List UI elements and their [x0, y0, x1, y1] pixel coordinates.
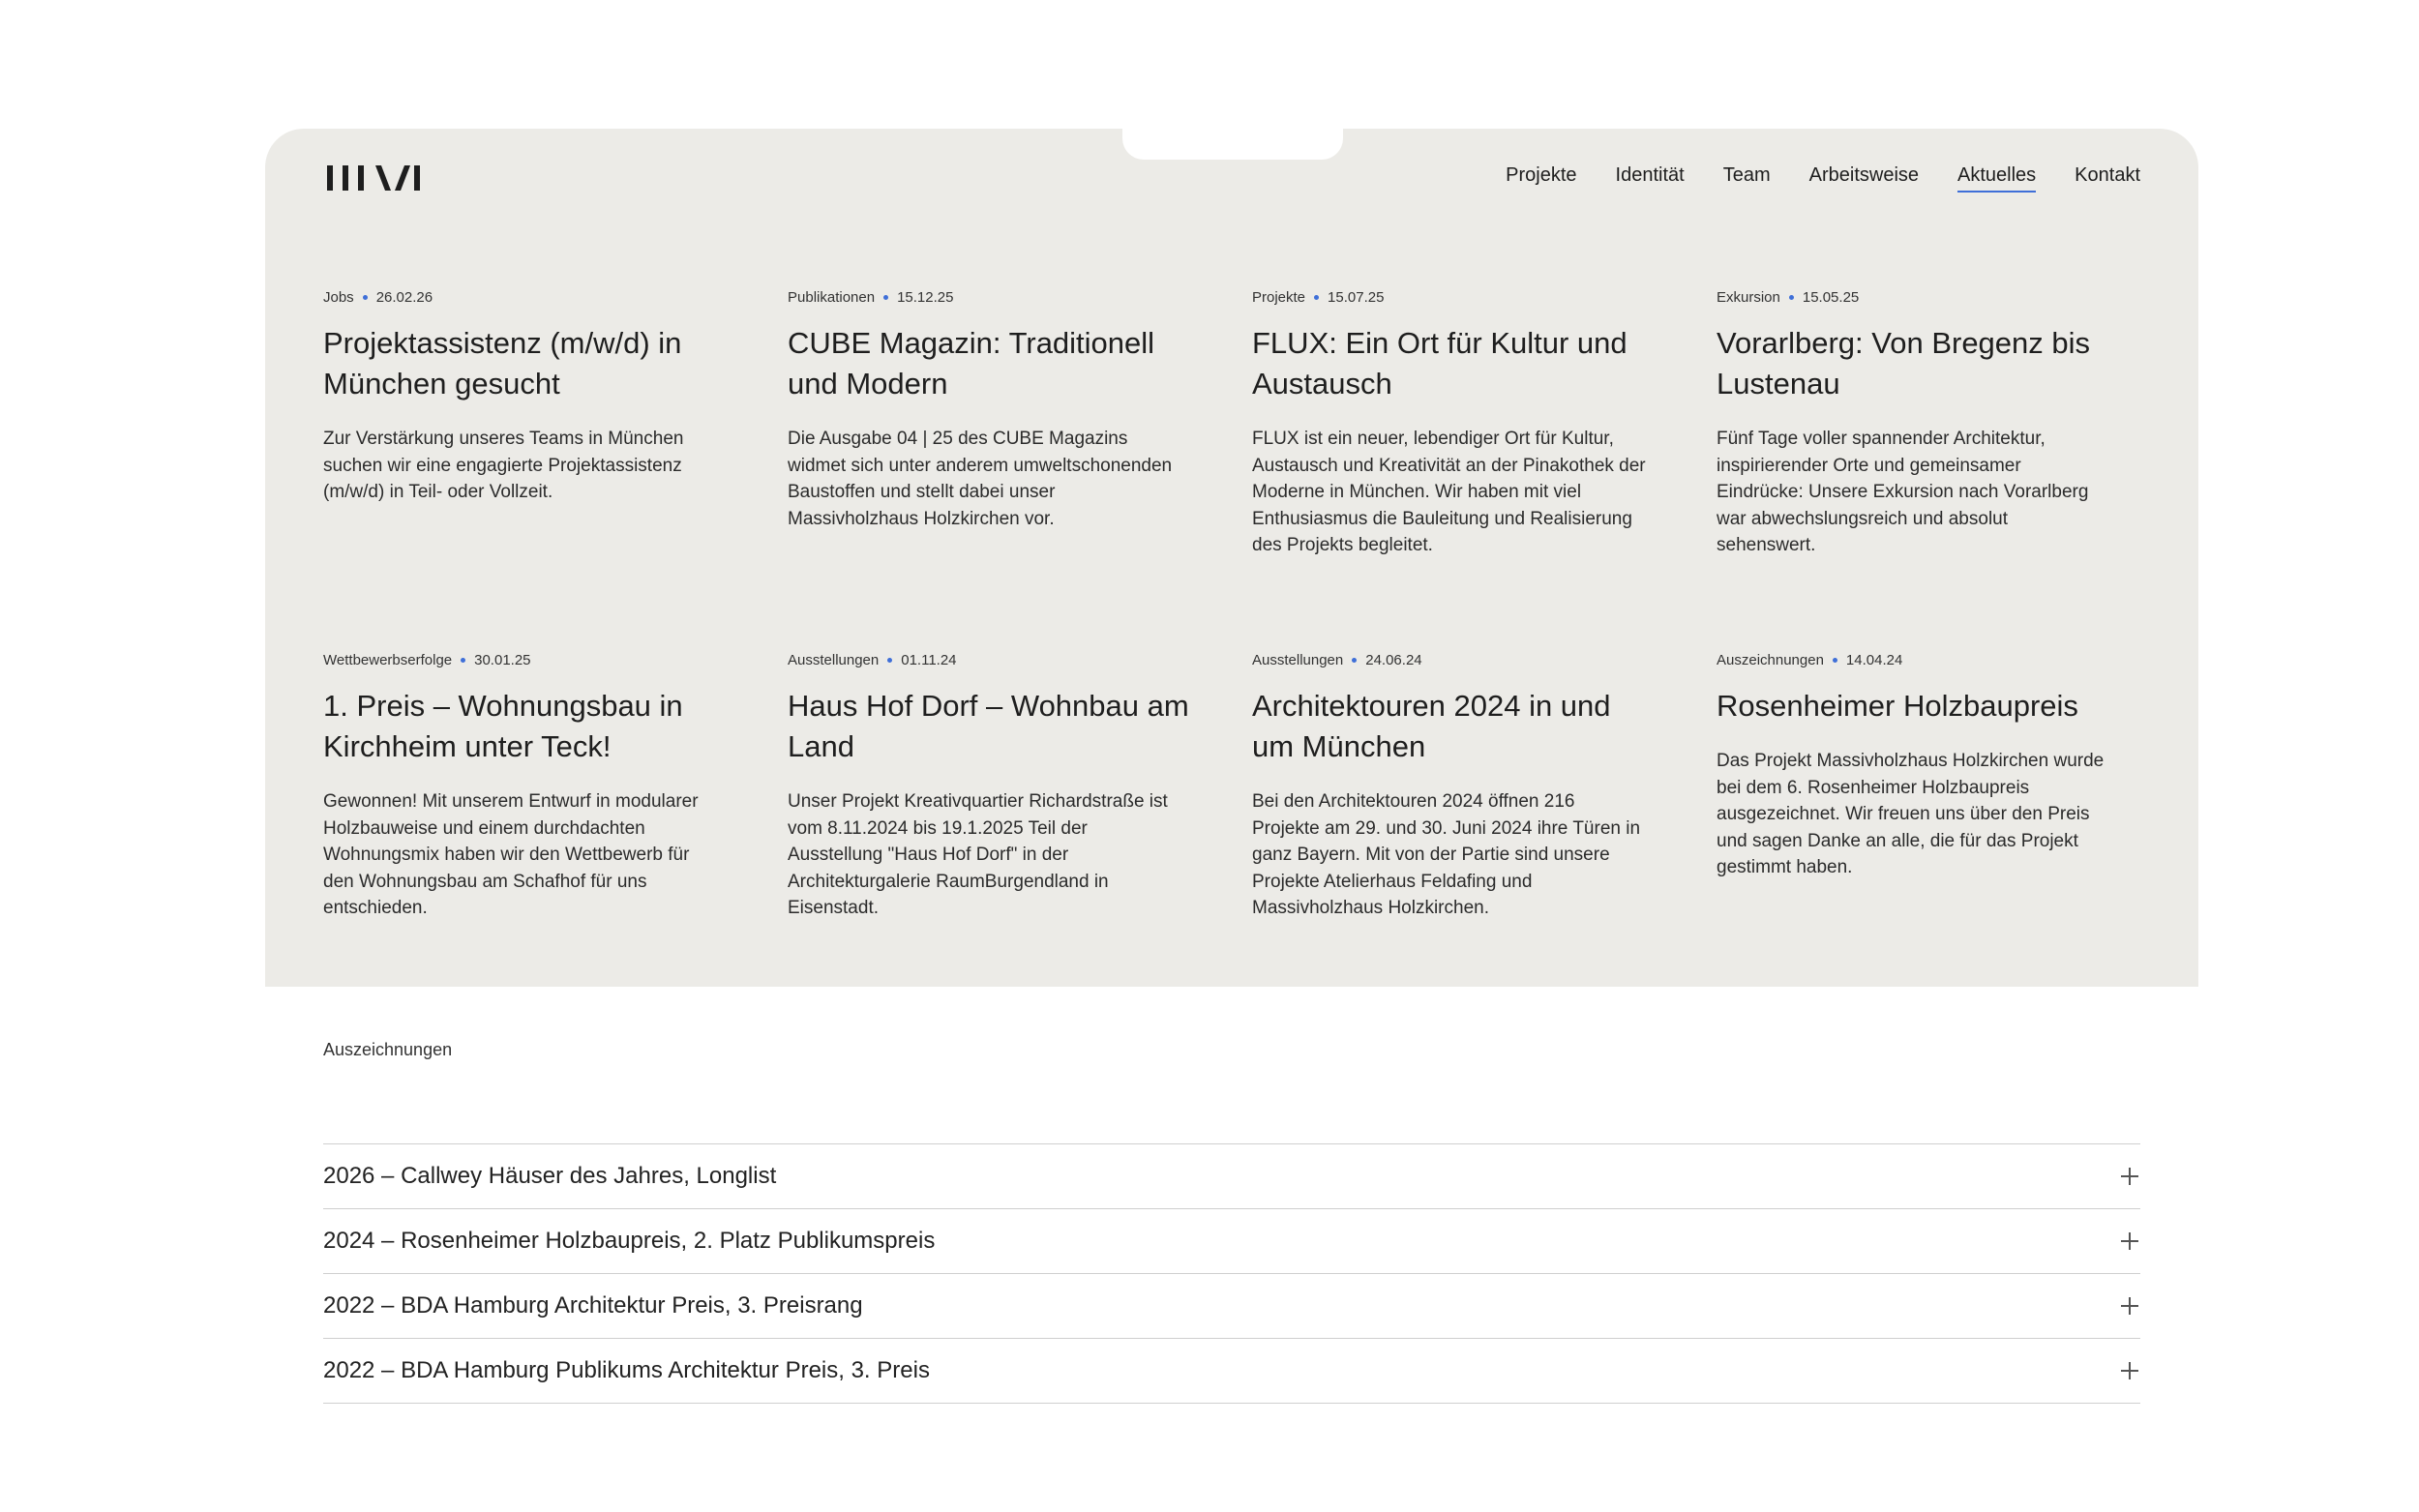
news-category: Ausstellungen — [1252, 651, 1344, 668]
news-title[interactable]: Projektassistenz (m/w/d) in München gesucht — [323, 326, 682, 400]
news-category: Publikationen — [788, 288, 876, 306]
award-title: 2024 – Rosenheimer Holzbaupreis, 2. Platz Publikumspreis — [323, 1228, 936, 1254]
news-category: Auszeichnungen — [1717, 651, 1824, 668]
award-accordion-row[interactable] — [323, 1144, 2140, 1209]
separator-dot-icon — [883, 295, 888, 300]
news-teaser: Zur Verstärkung unseres Teams in München suchen wir eine engagierte Projektassistenz (m/w/d) in Teil- oder Vollzeit. — [323, 429, 684, 503]
news-meta — [788, 650, 1252, 669]
brand-logo-icon — [327, 163, 424, 193]
nav-item-projekte[interactable]: Projekte — [1506, 164, 1577, 186]
news-card[interactable] — [323, 650, 788, 1013]
news-date: 24.06.24 — [1365, 651, 1422, 668]
news-title[interactable]: Rosenheimer Holzbaupreis — [1717, 689, 2078, 723]
news-card[interactable] — [1717, 650, 2142, 1013]
news-date: 01.11.24 — [901, 651, 957, 668]
news-card[interactable] — [788, 650, 1252, 1013]
nav-item-kontakt[interactable]: Kontakt — [2075, 164, 2140, 186]
news-title[interactable]: Architektouren 2024 in und um München — [1252, 689, 1611, 763]
award-title: 2022 – BDA Hamburg Publikums Architektur Preis, 3. Preis — [323, 1357, 930, 1383]
separator-dot-icon — [1833, 658, 1837, 663]
news-teaser: Unser Projekt Kreativquartier Richardstraße ist vom 8.11.2024 bis 19.1.2025 Teil der Ausstellung "Haus Hof Dorf" in der Architekturgalerie RaumBurgendland in Eisenstadt. — [788, 791, 1168, 919]
news-card[interactable] — [1717, 287, 2142, 650]
news-date: 14.04.24 — [1845, 651, 1903, 668]
plus-icon[interactable] — [2121, 1297, 2138, 1315]
nav-item-arbeitsweise[interactable]: Arbeitsweise — [1808, 164, 1920, 186]
news-date: 15.05.25 — [1802, 288, 1860, 306]
awards-accordion — [323, 1143, 2140, 1404]
news-category: Ausstellungen — [788, 651, 880, 668]
news-title[interactable]: FLUX: Ein Ort für Kultur und Austausch — [1252, 326, 1628, 400]
news-date: 15.12.25 — [897, 288, 954, 306]
news-title[interactable]: Haus Hof Dorf – Wohnbau am Land — [788, 689, 1189, 763]
separator-dot-icon — [887, 658, 892, 663]
separator-dot-icon — [363, 295, 368, 300]
news-category: Projekte — [1252, 288, 1306, 306]
news-card[interactable] — [1252, 650, 1717, 1013]
award-accordion-row[interactable] — [323, 1209, 2140, 1274]
award-accordion-row[interactable] — [323, 1274, 2140, 1339]
main-navigation — [1506, 164, 2140, 193]
news-meta — [323, 287, 788, 307]
news-teaser: Das Projekt Massivholzhaus Holzkirchen wurde bei dem 6. Rosenheimer Holzbaupreis ausgezeichnet. Wir freuen uns über den Preis und sagen Danke an alle, die für das Projekt gestimmt haben. — [1717, 751, 2105, 878]
news-meta — [788, 287, 1252, 307]
award-title: 2022 – BDA Hamburg Architektur Preis, 3. Preisrang — [323, 1292, 863, 1319]
separator-dot-icon — [1314, 295, 1319, 300]
news-teaser: Bei den Architektouren 2024 öffnen 216 Projekte am 29. und 30. Juni 2024 ihre Türen in ganz Bayern. Mit von der Partie sind unsere Projekte Atelierhaus Feldafing und Massivholzhaus Holzkirchen. — [1252, 791, 1641, 919]
news-title[interactable]: CUBE Magazin: Traditionell und Modern — [788, 326, 1155, 400]
separator-dot-icon — [1789, 295, 1794, 300]
nav-item-aktuelles[interactable]: Aktuelles — [1957, 164, 2036, 193]
news-category: Jobs — [323, 288, 354, 306]
news-teaser: Fünf Tage voller spannender Architektur, inspirierender Orte und gemeinsamer Eindrücke: Unsere Exkursion nach Vorarlberg war abwechslungsreich und absolut sehenswert. — [1717, 429, 2089, 556]
news-meta — [323, 650, 788, 669]
nav-item-identitaet[interactable]: Identität — [1615, 164, 1685, 186]
plus-icon[interactable] — [2121, 1232, 2138, 1250]
news-meta — [1717, 650, 2142, 669]
award-accordion-row[interactable] — [323, 1339, 2140, 1404]
plus-icon[interactable] — [2121, 1362, 2138, 1379]
news-meta — [1717, 287, 2142, 307]
news-category: Exkursion — [1717, 288, 1780, 306]
news-card[interactable] — [323, 287, 788, 650]
news-date: 26.02.26 — [375, 288, 433, 306]
panel-notch — [1122, 129, 1343, 160]
news-date: 15.07.25 — [1328, 288, 1385, 306]
news-title[interactable]: Vorarlberg: Von Bregenz bis Lustenau — [1717, 326, 2091, 400]
news-teaser: FLUX ist ein neuer, lebendiger Ort für Kultur, Austausch und Kreativität an der Pinakothek der Moderne in München. Wir haben mit viel Enthusiasmus die Bauleitung und Realisierung des Projekts begleitet. — [1252, 429, 1646, 556]
news-title[interactable]: 1. Preis – Wohnungsbau in Kirchheim unter Teck! — [323, 689, 683, 763]
news-meta — [1252, 287, 1717, 307]
nav-item-team[interactable]: Team — [1722, 164, 1771, 186]
news-card[interactable] — [1252, 287, 1717, 650]
brand-logo-icon[interactable] — [327, 163, 424, 193]
news-date: 30.01.25 — [474, 651, 531, 668]
news-card[interactable] — [788, 287, 1252, 650]
awards-section-label: Auszeichnungen — [323, 1040, 453, 1059]
award-title: 2026 – Callwey Häuser des Jahres, Longlist — [323, 1163, 777, 1189]
news-teaser: Gewonnen! Mit unserem Entwurf in modularer Holzbauweise und einem durchdachten Wohnungsmix haben wir den Wettbewerb für den Wohnungsbau am Schafhof für uns entschieden. — [323, 791, 699, 919]
news-teaser: Die Ausgabe 04 | 25 des CUBE Magazins widmet sich unter anderem umweltschonenden Baustoffen und stellt dabei unser Massivholzhaus Holzkirchen vor. — [788, 429, 1173, 529]
separator-dot-icon — [461, 658, 465, 663]
news-category: Wettbewerbserfolge — [323, 651, 453, 668]
separator-dot-icon — [1352, 658, 1357, 663]
news-grid — [323, 287, 2142, 1013]
news-meta — [1252, 650, 1717, 669]
plus-icon[interactable] — [2121, 1168, 2138, 1185]
